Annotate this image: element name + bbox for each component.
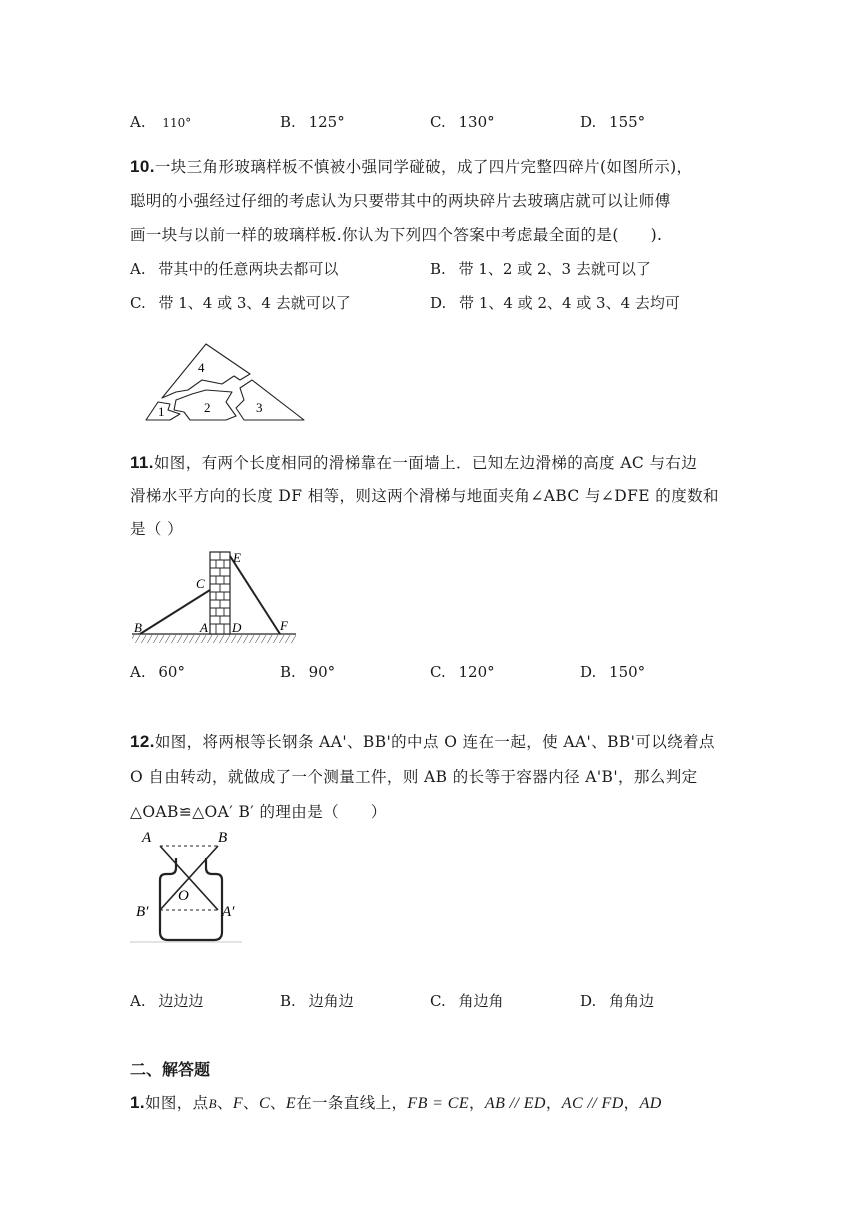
math-point-f: F <box>232 1095 244 1112</box>
q12-label-b: B <box>218 830 228 846</box>
q9-option-d-text: 155° <box>609 113 646 131</box>
section2-q1-text-a: 如图，点 <box>144 1094 209 1112</box>
q10-label-4: 4 <box>198 360 205 375</box>
q11-label-a: A <box>200 620 208 635</box>
q10-option-c <box>130 292 351 313</box>
q11-label-e: E <box>233 550 241 565</box>
q10-line-1 <box>130 155 692 177</box>
sep: 、 <box>243 1094 259 1112</box>
q10-option-b <box>430 258 651 279</box>
q11-number: 11. <box>130 453 154 472</box>
q11-label-b: B <box>134 620 142 635</box>
q12-text-1: 如图，将两根等长钢条 AA'、BB'的中点 O 连在一起，使 AA'、BB'可以绕着点 <box>154 733 715 751</box>
sep: ， <box>469 1094 485 1112</box>
math-point-c: C <box>258 1095 271 1112</box>
q11-option-c <box>430 663 495 681</box>
q11-option-d-label: D. <box>580 663 597 681</box>
q10-piece-3-outline <box>236 380 304 420</box>
q11-option-c-text: 120° <box>458 663 495 681</box>
q11-line-1 <box>130 451 697 473</box>
q10-option-d-label: D. <box>430 294 447 312</box>
q11-figure-slides-wall <box>130 548 300 648</box>
q9-option-c <box>430 113 495 131</box>
q9-option-c-label: C. <box>430 113 446 131</box>
sep: ， <box>623 1094 640 1112</box>
q10-option-c-label: C. <box>130 294 146 312</box>
section2-q1-text-b: 在一条直线上， <box>296 1094 408 1112</box>
q12-option-b-label: B. <box>280 992 296 1010</box>
q10-line-3: 画一块与以前一样的玻璃样板.你认为下列四个答案中考虑最全面的是( ). <box>130 226 663 244</box>
q12-label-b-prime: B′ <box>136 904 149 920</box>
q12-option-a-label: A. <box>130 992 146 1010</box>
q10-option-d <box>430 292 680 313</box>
q11-label-d: D <box>232 620 242 635</box>
q10-label-3: 3 <box>256 400 263 415</box>
math-fb-equals-ce: FB = CE <box>407 1095 470 1112</box>
q9-option-a <box>130 113 191 131</box>
q12-number: 12. <box>130 732 155 751</box>
section2-q1-number: 1. <box>130 1093 145 1112</box>
q11-line-3: 是（ ） <box>130 520 184 538</box>
q12-option-d-label: D. <box>580 992 597 1010</box>
math-point-e: E <box>285 1095 297 1112</box>
q12-label-a: A <box>142 830 152 846</box>
q10-option-a-text: 带其中的任意两块去都可以 <box>158 260 339 278</box>
q9-option-d <box>580 113 645 131</box>
q9-option-b-text: 125° <box>308 113 345 131</box>
q11-option-b-text: 90° <box>308 663 336 681</box>
q11-option-d <box>580 663 645 681</box>
q12-line-2: O 自由转动，就做成了一个测量工件，则 AB 的长等于容器内径 A'B'，那么判定 <box>130 768 698 786</box>
q12-figure-measuring-tool <box>130 824 245 946</box>
q9-option-b-label: B. <box>280 113 296 131</box>
sep: ， <box>545 1094 562 1112</box>
q12-option-b <box>280 990 354 1011</box>
q11-option-a <box>130 663 185 681</box>
q11-option-a-label: A. <box>130 663 146 681</box>
q10-option-c-text: 带 1、4 或 3、4 去就可以了 <box>158 294 351 312</box>
section2-q1-line <box>130 1091 662 1113</box>
q12-option-b-text: 边角边 <box>308 992 354 1010</box>
q10-line-2: 聪明的小强经过仔细的考虑认为只要带其中的两块碎片去玻璃店就可以让师傅 <box>130 192 671 210</box>
q11-brick-wall <box>210 552 230 634</box>
q11-option-d-text: 150° <box>609 663 646 681</box>
q12-option-a <box>130 990 203 1011</box>
q11-ground-hatch <box>132 635 296 643</box>
math-ac-parallel-fd: AC // FD <box>561 1095 624 1112</box>
q12-option-c-text: 角边角 <box>458 992 504 1010</box>
q10-option-b-text: 带 1、2 或 2、3 去就可以了 <box>458 260 651 278</box>
q10-number: 10. <box>130 157 155 176</box>
q10-figure-broken-triangle <box>140 336 310 426</box>
q9-option-c-text: 130° <box>458 113 495 131</box>
q10-label-2: 2 <box>204 400 211 415</box>
q11-option-a-text: 60° <box>158 663 185 681</box>
q11-option-c-label: C. <box>430 663 446 681</box>
q12-line-1 <box>130 730 715 752</box>
q9-option-d-label: D. <box>580 113 597 131</box>
q11-option-b-label: B. <box>280 663 296 681</box>
q12-option-c-label: C. <box>430 992 446 1010</box>
q12-label-a-prime: A′ <box>222 904 235 920</box>
q11-label-c: C <box>196 576 205 591</box>
q10-option-a <box>130 258 338 279</box>
q11-line-2: 滑梯水平方向的长度 DF 相等，则这两个滑梯与地面夹角∠ABC 与∠DFE 的度数和 <box>130 487 719 505</box>
q9-option-b <box>280 113 345 131</box>
q9-option-a-text: 110° <box>162 116 192 130</box>
q10-option-a-label: A. <box>130 260 146 278</box>
q10-option-b-label: B. <box>430 260 446 278</box>
section-2-title: 二、解答题 <box>130 1060 211 1079</box>
q12-line-3: △OAB≌△OA′ B′ 的理由是（ ） <box>130 803 387 821</box>
math-ad: AD <box>639 1095 662 1112</box>
q12-label-o: O <box>178 888 189 904</box>
q12-option-d-text: 角角边 <box>609 992 655 1010</box>
math-point-b: B <box>208 1096 217 1111</box>
math-ab-parallel-ed: AB // ED <box>484 1095 546 1112</box>
q12-option-c <box>430 990 504 1011</box>
q11-text-1: 如图，有两个长度相同的滑梯靠在一面墙上．已知左边滑梯的高度 AC 与右边 <box>153 454 698 472</box>
q9-option-a-label: A. <box>130 113 146 131</box>
q11-label-f: F <box>280 618 288 633</box>
q12-option-a-text: 边边边 <box>158 992 204 1010</box>
q10-option-d-text: 带 1、4 或 2、4 或 3、4 去均可 <box>459 294 680 312</box>
q11-option-b <box>280 663 335 681</box>
sep: 、 <box>216 1094 233 1112</box>
q10-text-1: 一块三角形玻璃样板不慎被小强同学碰破，成了四片完整四碎片(如图所示)， <box>154 158 693 176</box>
q10-label-1: 1 <box>158 404 165 419</box>
sep: 、 <box>270 1094 286 1112</box>
q12-option-d <box>580 990 654 1011</box>
